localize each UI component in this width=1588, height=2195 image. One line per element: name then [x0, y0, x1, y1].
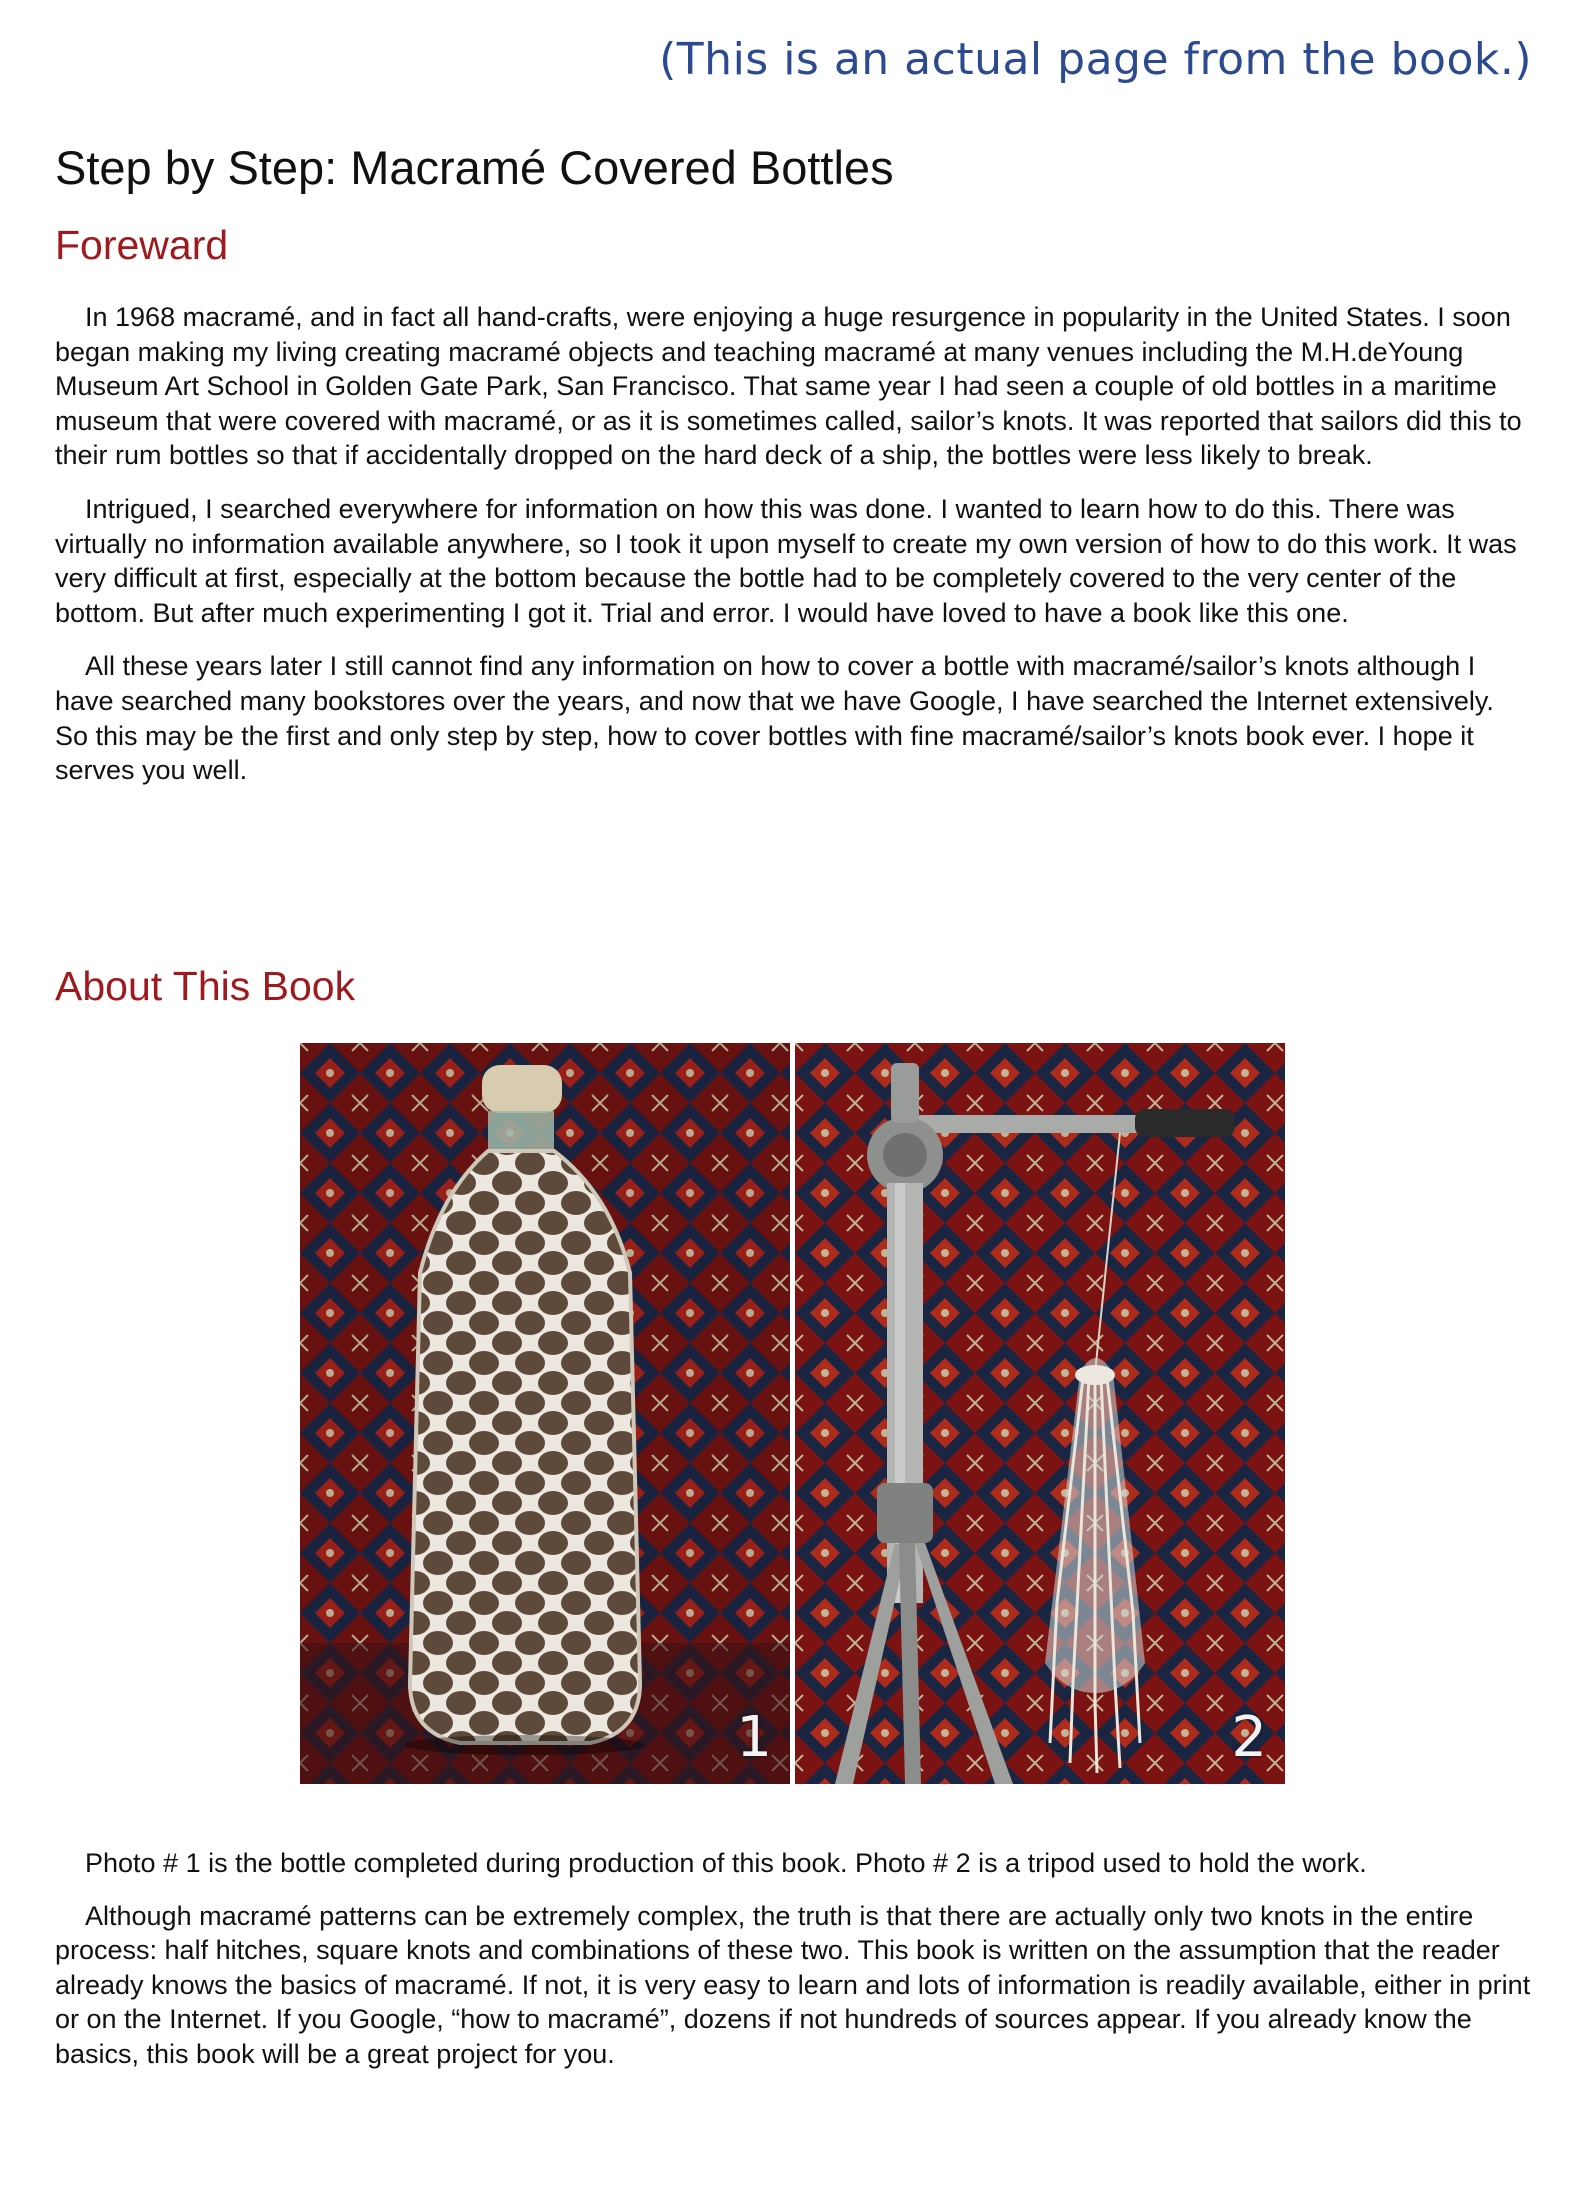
photo-number-2: 2	[1231, 1705, 1267, 1770]
photo-tripod	[795, 1043, 1285, 1784]
photo-pair	[300, 1043, 1281, 1784]
about-heading: About This Book	[55, 963, 356, 1009]
page-title: Step by Step: Macramé Covered Bottles	[55, 141, 894, 194]
photo-number-1: 1	[736, 1705, 772, 1770]
foreward-text	[55, 300, 1533, 807]
photo-caption: Photo # 1 is the bottle completed during production of this book. Photo # 2 is a tripod used to hold the work.	[85, 1848, 1367, 1878]
about-text	[55, 1846, 1533, 2090]
foreward-paragraph-2: Intrigued, I searched everywhere for information on how this was done. I wanted to learn how to do this. There was virtually no information available anywhere, so I took it upon myself to create my own version of how to do this work. It was very difficult at first, especially at the bottom because the bottle had to be completely covered to the very center of the bottom. But after much experimenting I got it. Trial and error. I would have loved to have a book like this one.	[55, 493, 1517, 628]
about-paragraph-2: Although macramé patterns can be extremely complex, the truth is that there are actually only two knots in the entire process: half hitches, square knots and combinations of these two. This book is written on the assumption that the reader already knows the basics of macramé. If not, it is very easy to learn and lots of information is readily available, either in print or on the Internet. If you Google, “how to macramé”, dozens if not hundreds of sources appear. If you already know the basics, this book will be a great project for you.	[55, 1900, 1531, 2069]
foreward-heading: Foreward	[55, 222, 229, 268]
foreward-paragraph-1: In 1968 macramé, and in fact all hand-crafts, were enjoying a huge resurgence in popularity in the United States. I soon began making my living creating macramé objects and teaching macramé at many venues including the M.H.deYoung Museum Art School in Golden Gate Park, San Francisco. That same year I had seen a couple of old bottles in a maritime museum that were covered with macramé, or as it is sometimes called, sailor’s knots. It was reported that sailors did this to their rum bottles so that if accidentally dropped on the hard deck of a ship, the bottles were less likely to break.	[55, 302, 1522, 471]
foreward-paragraph-3: All these years later I still cannot find any information on how to cover a bottle with macramé/sailor’s knots although I have searched many bookstores over the years, and now that we have Google, I have searched the Internet extensively. So this may be the first and only step by step, how to cover bottles with fine macramé/sailor’s knots book ever. I hope it serves you well.	[55, 651, 1494, 786]
photo-macrame-bottle	[300, 1043, 790, 1784]
page-note: (This is an actual page from the book.)	[659, 34, 1532, 85]
